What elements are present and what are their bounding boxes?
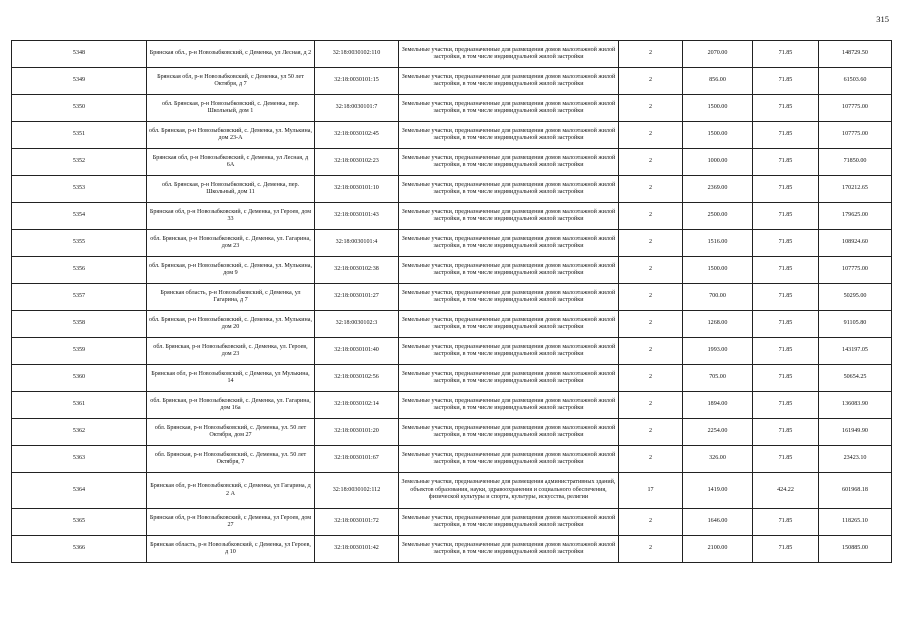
table-row [12,473,892,509]
row-number-cell: 5349 [12,68,147,95]
table-row [12,536,892,563]
land-use-cell: Земельные участки, предназначенные для размещения домов малоэтажной жилой застройки, в том числе индивидуальной жилой застройки [399,257,619,284]
cadastral-number-cell: 32:18:0030102:38 [315,257,399,284]
area-cell: 1993.00 [683,338,753,365]
area-cell: 700.00 [683,284,753,311]
rate-cell: 71.85 [753,419,819,446]
rate-cell: 71.85 [753,230,819,257]
rate-cell: 71.85 [753,149,819,176]
row-number-cell: 5352 [12,149,147,176]
cadastral-value-cell: 91105.80 [819,311,892,338]
use-code-cell: 2 [619,419,683,446]
row-number-cell: 5366 [12,536,147,563]
address-cell: обл. Брянская, р-н Новозыбковский, с. Деменка, ул. Гагарина, дом 16а [147,392,315,419]
cadastral-number-cell: 32:18:0030102:23 [315,149,399,176]
cadastral-value-cell: 179625.00 [819,203,892,230]
cadastral-value-cell: 107775.00 [819,122,892,149]
table-row [12,419,892,446]
table-row [12,95,892,122]
area-cell: 1000.00 [683,149,753,176]
rate-cell: 71.85 [753,122,819,149]
rate-cell: 71.85 [753,365,819,392]
use-code-cell: 2 [619,41,683,68]
rate-cell: 424.22 [753,473,819,509]
cadastral-number-cell: 32:18:0030101:43 [315,203,399,230]
table-row [12,311,892,338]
rate-cell: 71.85 [753,509,819,536]
address-cell: обл. Брянская, р-н Новозыбковский, с. Деменка, ул. Мулькина, дом 23-А [147,122,315,149]
address-cell: обл. Брянская, р-н Новозыбковский, с. Деменка, ул. Мулькина, дом 9 [147,257,315,284]
area-cell: 856.00 [683,68,753,95]
row-number-cell: 5355 [12,230,147,257]
cadastral-number-cell: 32:18:0030101:67 [315,446,399,473]
address-cell: Брянская обл, р-н Новозыбковский, с Деменка, ул Героев, дом 27 [147,509,315,536]
table-row [12,284,892,311]
cadastral-value-cell: 118265.10 [819,509,892,536]
cadastral-number-cell: 32:18:0030102:110 [315,41,399,68]
land-registry-table [11,40,892,563]
area-cell: 2100.00 [683,536,753,563]
cadastral-value-cell: 143197.05 [819,338,892,365]
row-number-cell: 5363 [12,446,147,473]
table-row [12,149,892,176]
table-row [12,176,892,203]
land-use-cell: Земельные участки, предназначенные для размещения домов малоэтажной жилой застройки, в том числе индивидуальной жилой застройки [399,122,619,149]
rate-cell: 71.85 [753,338,819,365]
land-use-cell: Земельные участки, предназначенные для размещения домов малоэтажной жилой застройки, в том числе индивидуальной жилой застройки [399,230,619,257]
row-number-cell: 5362 [12,419,147,446]
row-number-cell: 5354 [12,203,147,230]
cadastral-value-cell: 108924.60 [819,230,892,257]
address-cell: Брянская обл, р-н Новозыбковский, с Деменка, ул Гагарина, д 2 А [147,473,315,509]
table-row [12,68,892,95]
use-code-cell: 2 [619,122,683,149]
cadastral-value-cell: 161949.90 [819,419,892,446]
table-row [12,122,892,149]
address-cell: обл. Брянская, р-н Новозыбковский, с. Деменка, ул. Мулькина, дом 20 [147,311,315,338]
land-use-cell: Земельные участки, предназначенные для размещения домов малоэтажной жилой застройки, в том числе индивидуальной жилой застройки [399,536,619,563]
land-use-cell: Земельные участки, предназначенные для размещения домов малоэтажной жилой застройки, в том числе индивидуальной жилой застройки [399,509,619,536]
area-cell: 1894.00 [683,392,753,419]
land-use-cell: Земельные участки, предназначенные для размещения домов малоэтажной жилой застройки, в том числе индивидуальной жилой застройки [399,311,619,338]
cadastral-number-cell: 32:18:0030101:10 [315,176,399,203]
land-use-cell: Земельные участки, предназначенные для размещения домов малоэтажной жилой застройки, в том числе индивидуальной жилой застройки [399,68,619,95]
land-use-cell: Земельные участки, предназначенные для размещения домов малоэтажной жилой застройки, в том числе индивидуальной жилой застройки [399,419,619,446]
address-cell: обл. Брянская, р-н Новозыбковский, с. Деменка, ул. Героев, дом 23 [147,338,315,365]
page-number: 315 [876,14,889,24]
cadastral-number-cell: 32:18:0030102:56 [315,365,399,392]
rate-cell: 71.85 [753,203,819,230]
address-cell: обл. Брянская, р-н Новозыбковский, с. Деменка, ул. 50 лет Октября, 7 [147,446,315,473]
area-cell: 2254.00 [683,419,753,446]
cadastral-value-cell: 601968.18 [819,473,892,509]
rate-cell: 71.85 [753,311,819,338]
area-cell: 1516.00 [683,230,753,257]
rate-cell: 71.85 [753,284,819,311]
use-code-cell: 2 [619,95,683,122]
area-cell: 1268.00 [683,311,753,338]
address-cell: Брянская область, р-н Новозыбковский, с Деменка, ул Гагарина, д 7 [147,284,315,311]
cadastral-number-cell: 32:18:0030102:14 [315,392,399,419]
row-number-cell: 5348 [12,41,147,68]
land-use-cell: Земельные участки, предназначенные для размещения домов малоэтажной жилой застройки, в том числе индивидуальной жилой застройки [399,41,619,68]
use-code-cell: 2 [619,230,683,257]
table-row [12,338,892,365]
table-row [12,230,892,257]
address-cell: обл. Брянская, р-н Новозыбковский, с. Деменка, пер. Школьный, дом 1 [147,95,315,122]
table-body [12,41,892,563]
use-code-cell: 17 [619,473,683,509]
row-number-cell: 5359 [12,338,147,365]
use-code-cell: 2 [619,392,683,419]
land-use-cell: Земельные участки, предназначенные для размещения административных зданий, объектов образования, науки, здравоохранения и социального обеспечения, физической культуры и спорта, культуры, искусства, религии [399,473,619,509]
cadastral-value-cell: 50654.25 [819,365,892,392]
use-code-cell: 2 [619,149,683,176]
use-code-cell: 2 [619,284,683,311]
land-use-cell: Земельные участки, предназначенные для размещения домов малоэтажной жилой застройки, в том числе индивидуальной жилой застройки [399,176,619,203]
cadastral-number-cell: 32:18:0030102:3 [315,311,399,338]
rate-cell: 71.85 [753,95,819,122]
cadastral-number-cell: 32:18:0030102:45 [315,122,399,149]
rate-cell: 71.85 [753,536,819,563]
rate-cell: 71.85 [753,392,819,419]
row-number-cell: 5351 [12,122,147,149]
cadastral-number-cell: 32:18:0030101:42 [315,536,399,563]
row-number-cell: 5353 [12,176,147,203]
table-row [12,509,892,536]
table-row [12,257,892,284]
rate-cell: 71.85 [753,176,819,203]
cadastral-value-cell: 150885.00 [819,536,892,563]
use-code-cell: 2 [619,365,683,392]
row-number-cell: 5357 [12,284,147,311]
cadastral-value-cell: 50295.00 [819,284,892,311]
cadastral-number-cell: 32:18:0030101:15 [315,68,399,95]
area-cell: 1646.00 [683,509,753,536]
table-row [12,365,892,392]
row-number-cell: 5356 [12,257,147,284]
land-use-cell: Земельные участки, предназначенные для размещения домов малоэтажной жилой застройки, в том числе индивидуальной жилой застройки [399,392,619,419]
use-code-cell: 2 [619,446,683,473]
cadastral-value-cell: 170212.65 [819,176,892,203]
address-cell: Брянская обл., р-н Новозыбковский, с Деменка, ул Лесная, д 2 [147,41,315,68]
area-cell: 2369.00 [683,176,753,203]
cadastral-value-cell: 107775.00 [819,257,892,284]
row-number-cell: 5358 [12,311,147,338]
rate-cell: 71.85 [753,68,819,95]
row-number-cell: 5360 [12,365,147,392]
use-code-cell: 2 [619,176,683,203]
use-code-cell: 2 [619,509,683,536]
area-cell: 326.00 [683,446,753,473]
cadastral-number-cell: 32:18:0030101:7 [315,95,399,122]
address-cell: обл. Брянская, р-н Новозыбковский, с. Деменка, пер. Школьный, дом 11 [147,176,315,203]
cadastral-number-cell: 32:18:0030101:27 [315,284,399,311]
cadastral-number-cell: 32:18:0030101:72 [315,509,399,536]
use-code-cell: 2 [619,536,683,563]
cadastral-number-cell: 32:18:0030101:40 [315,338,399,365]
table-row [12,446,892,473]
land-use-cell: Земельные участки, предназначенные для размещения домов малоэтажной жилой застройки, в том числе индивидуальной жилой застройки [399,365,619,392]
land-use-cell: Земельные участки, предназначенные для размещения домов малоэтажной жилой застройки, в том числе индивидуальной жилой застройки [399,338,619,365]
row-number-cell: 5350 [12,95,147,122]
cadastral-value-cell: 23423.10 [819,446,892,473]
row-number-cell: 5361 [12,392,147,419]
address-cell: обл. Брянская, р-н Новозыбковский, с. Деменка, ул. 50 лет Октября, дом 27 [147,419,315,446]
address-cell: Брянская область, р-н Новозыбковский, с Деменка, ул Героев, д 10 [147,536,315,563]
cadastral-number-cell: 32:18:0030101:4 [315,230,399,257]
table-row [12,41,892,68]
row-number-cell: 5365 [12,509,147,536]
use-code-cell: 2 [619,68,683,95]
area-cell: 1500.00 [683,95,753,122]
area-cell: 705.00 [683,365,753,392]
address-cell: Брянская обл, р-н Новозыбковский, с Деменка, ул 50 лет Октября, д 7 [147,68,315,95]
use-code-cell: 2 [619,311,683,338]
land-use-cell: Земельные участки, предназначенные для размещения домов малоэтажной жилой застройки, в том числе индивидуальной жилой застройки [399,95,619,122]
cadastral-value-cell: 61503.60 [819,68,892,95]
rate-cell: 71.85 [753,257,819,284]
cadastral-number-cell: 32:18:0030101:20 [315,419,399,446]
address-cell: Брянская обл, р-н Новозыбковский, с Деменка, ул Лесная, д 6А [147,149,315,176]
address-cell: Брянская обл, р-н Новозыбковский, с Деменка, ул Мулькина, 14 [147,365,315,392]
use-code-cell: 2 [619,257,683,284]
cadastral-value-cell: 136083.90 [819,392,892,419]
cadastral-value-cell: 107775.00 [819,95,892,122]
use-code-cell: 2 [619,203,683,230]
cadastral-number-cell: 32:18:0030102:112 [315,473,399,509]
address-cell: обл. Брянская, р-н Новозыбковский, с. Деменка, ул. Гагарина, дом 23 [147,230,315,257]
cadastral-value-cell: 148729.50 [819,41,892,68]
table-row [12,392,892,419]
land-use-cell: Земельные участки, предназначенные для размещения домов малоэтажной жилой застройки, в том числе индивидуальной жилой застройки [399,203,619,230]
land-use-cell: Земельные участки, предназначенные для размещения домов малоэтажной жилой застройки, в том числе индивидуальной жилой застройки [399,446,619,473]
area-cell: 2070.00 [683,41,753,68]
land-use-cell: Земельные участки, предназначенные для размещения домов малоэтажной жилой застройки, в том числе индивидуальной жилой застройки [399,284,619,311]
land-use-cell: Земельные участки, предназначенные для размещения домов малоэтажной жилой застройки, в том числе индивидуальной жилой застройки [399,149,619,176]
rate-cell: 71.85 [753,446,819,473]
row-number-cell: 5364 [12,473,147,509]
area-cell: 1419.00 [683,473,753,509]
use-code-cell: 2 [619,338,683,365]
area-cell: 1500.00 [683,122,753,149]
rate-cell: 71.85 [753,41,819,68]
address-cell: Брянская обл, р-н Новозыбковский, с Деменка, ул Героев, дом 33 [147,203,315,230]
table-row [12,203,892,230]
area-cell: 1500.00 [683,257,753,284]
area-cell: 2500.00 [683,203,753,230]
cadastral-value-cell: 71850.00 [819,149,892,176]
